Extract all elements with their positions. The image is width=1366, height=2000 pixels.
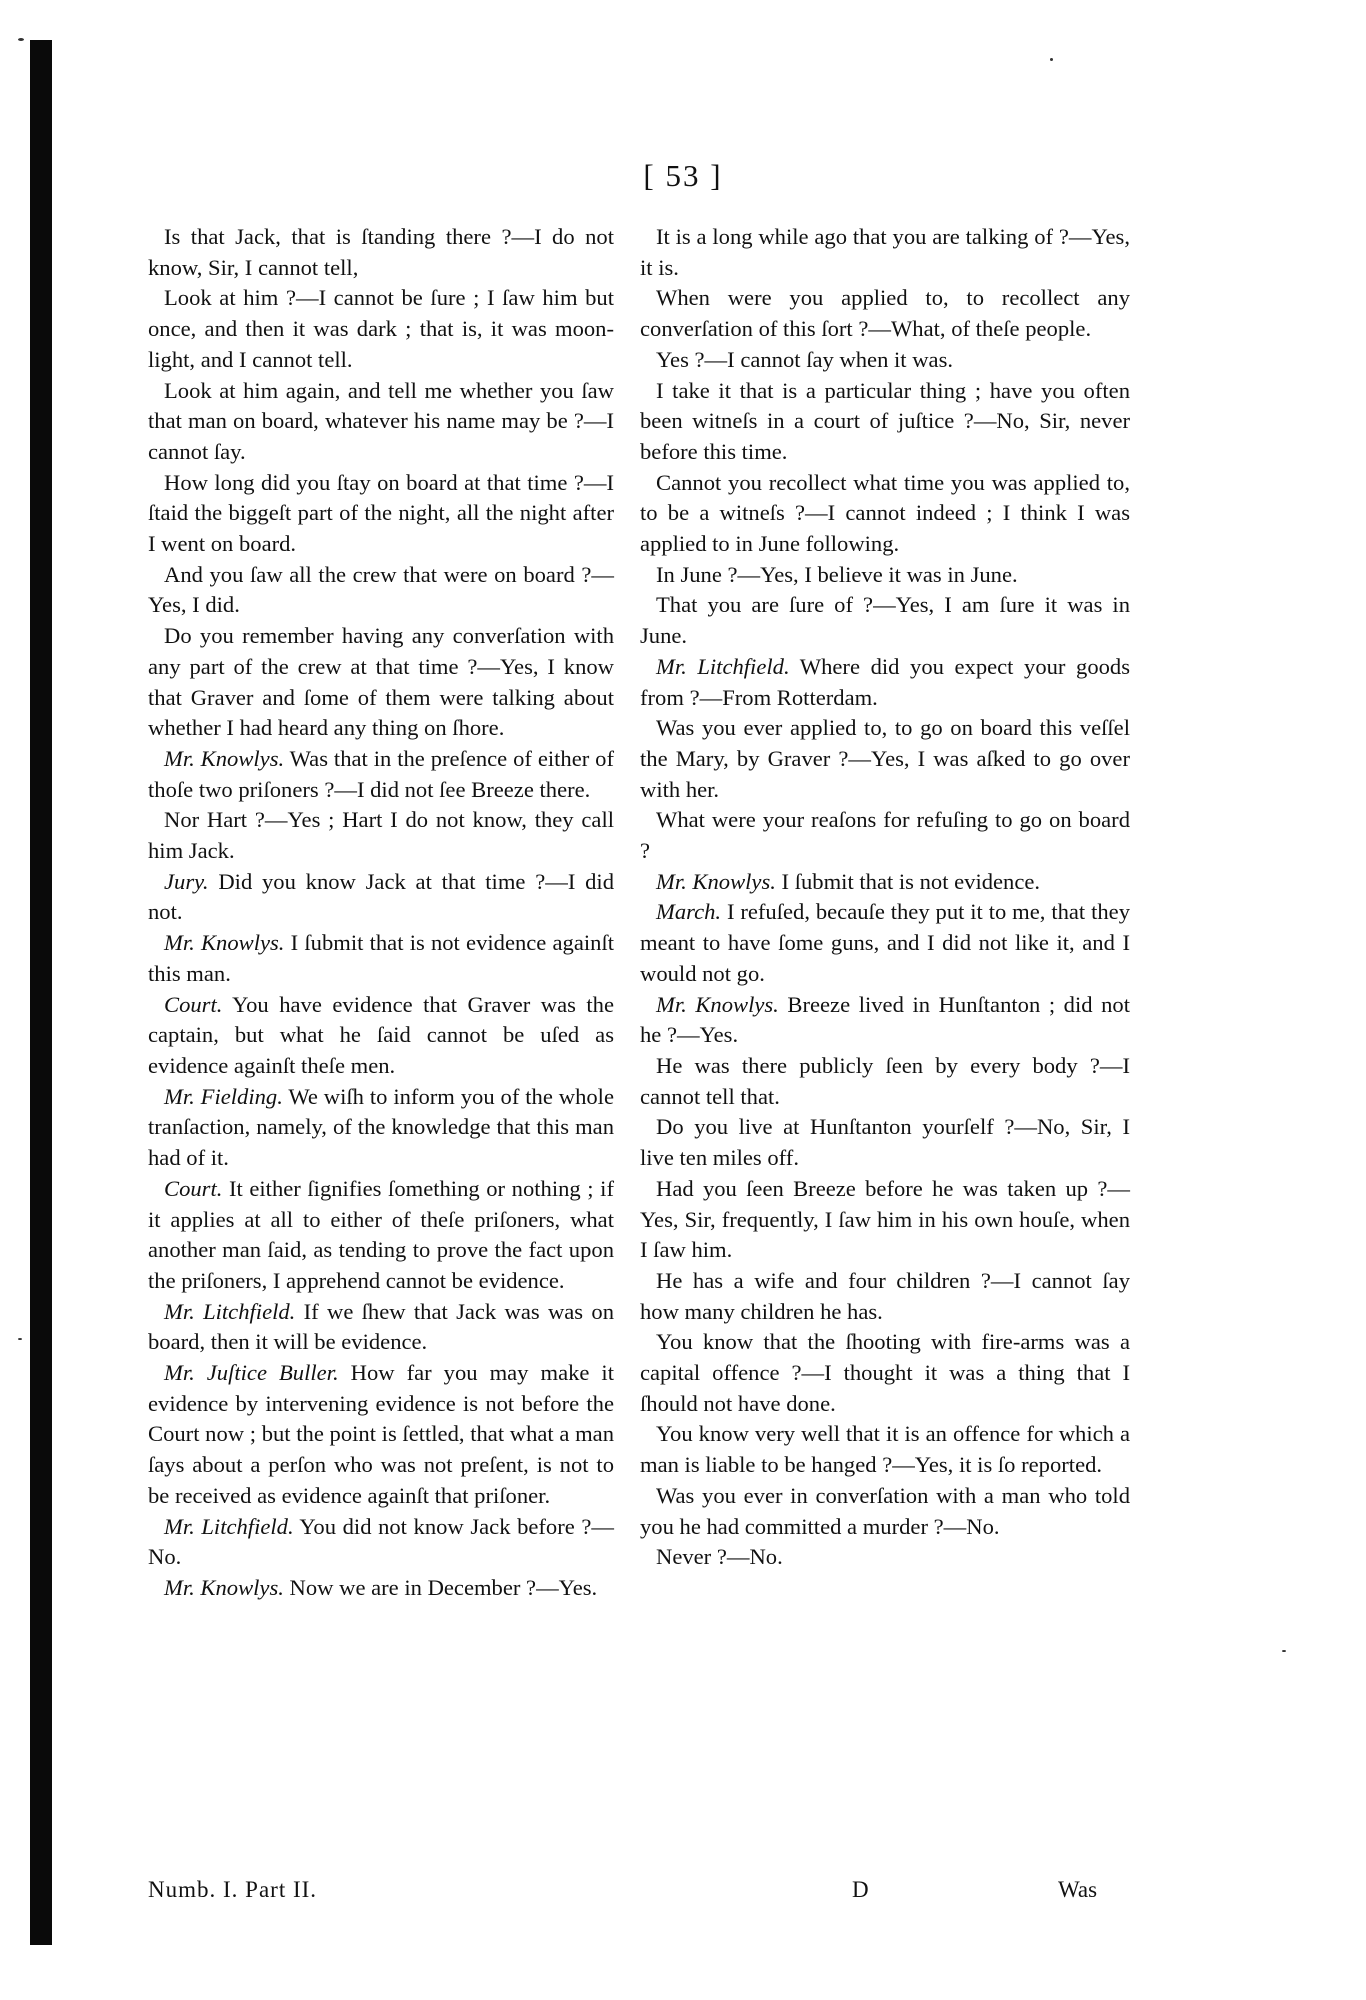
paragraph xyxy=(148,1082,614,1174)
paragraph-text: Where did you expect your goods from ?—From Rotterdam. xyxy=(640,653,1131,710)
speaker-name: Mr. Juſtice Buller. xyxy=(164,1360,339,1386)
speaker-name: Mr. Knowlys. xyxy=(656,868,776,894)
speaker-name: Mr. Knowlys. xyxy=(164,1574,284,1600)
paragraph-text: Never ?—No. xyxy=(656,1544,783,1570)
paragraph-text: He has a wife and four children ?—I cannot ſay how many children he has. xyxy=(640,1267,1130,1324)
paragraph xyxy=(148,222,614,283)
paragraph xyxy=(148,468,614,560)
paragraph-text: Cannot you recollect what time you was applied to, to be a witneſs ?—I cannot indeed ; I think I was applied to in June following. xyxy=(640,469,1130,557)
speaker-name: March. xyxy=(656,899,722,925)
paragraph xyxy=(640,1112,1130,1173)
paragraph xyxy=(148,744,614,805)
paragraph-text: We wiſh to inform you of the whole tranſaction, namely, of the knowledge that this man had of it. xyxy=(148,1083,614,1171)
paragraph xyxy=(148,805,614,866)
paragraph-text: I take it that is a particular thing ; have you often been witneſs in a court of juſtice ?—No, Sir, never before this time. xyxy=(640,377,1130,464)
speaker-name: Court. xyxy=(164,1175,223,1201)
paragraph xyxy=(640,376,1130,468)
paragraph xyxy=(148,1358,614,1512)
paragraph xyxy=(640,468,1130,560)
paragraph-text: Had you ſeen Breeze before he was taken up ?—Yes, Sir, frequently, I ſaw him in his own houſe, when I ſaw him. xyxy=(640,1175,1130,1263)
paragraph-text: Now we are in December ?—Yes. xyxy=(289,1574,598,1600)
paragraph-text: That you are ſure of ?—Yes, I am ſure it was in June. xyxy=(640,592,1130,649)
paragraph xyxy=(640,867,1130,898)
scan-speck xyxy=(1050,58,1053,61)
signature-mark: D xyxy=(852,1877,869,1902)
paragraph-text: Do you remember having any converſation with any part of the crew at that time ?—Yes, I know that Graver and ſome of them were talking about whether I had heard any thing on ſhore. xyxy=(148,623,614,741)
paragraph xyxy=(148,928,614,989)
paragraph xyxy=(148,376,614,468)
paragraph-text: You did not know Jack before ?—No. xyxy=(148,1513,615,1570)
paragraph-text: I ſubmit that is not evidence. xyxy=(781,868,1041,894)
paragraph xyxy=(148,1174,614,1297)
paragraph-text: He was there publicly ſeen by every body ?—I cannot tell that. xyxy=(640,1052,1130,1109)
paragraph-text: You have evidence that Graver was the captain, but what he ſaid cannot be uſed as evidence againſt theſe men. xyxy=(148,991,614,1078)
paragraph xyxy=(148,867,614,928)
paragraph-text: I refuſed, becauſe they put it to me, that they meant to have ſome guns, and I did not like it, and I would not go. xyxy=(640,899,1130,986)
paragraph xyxy=(640,1481,1130,1542)
paragraph-text: It is a long while ago that you are talking of ?—Yes, it is. xyxy=(640,224,1130,280)
paragraph xyxy=(640,283,1130,344)
paragraph xyxy=(640,1266,1130,1327)
paragraph xyxy=(640,1327,1130,1419)
paragraph-text: Do you live at Hunſtanton yourſelf ?—No, Sir, I live ten miles off. xyxy=(640,1114,1130,1171)
speaker-name: Mr. Litchfield. xyxy=(164,1513,294,1539)
paragraph-text: How long did you ſtay on board at that time ?—I ſtaid the biggeſt part of the night, all the night after I went on board. xyxy=(148,469,614,557)
paragraph-text: Nor Hart ?—Yes ; Hart I do not know, they call him Jack. xyxy=(148,807,614,864)
right-column xyxy=(640,222,1130,1573)
paragraph-text: It either ſignifies ſomething or nothing ; if it applies at all to either of theſe priſoners, what another man ſaid, as tending to prove the fact upon the priſoners, I apprehend cannot be evidence. xyxy=(148,1175,614,1293)
catchword: Was xyxy=(1058,1877,1098,1902)
paragraph-text: And you ſaw all the crew that were on board ?—Yes, I did. xyxy=(148,561,614,618)
paragraph-text: Was you ever applied to, to go on board this veſſel the Mary, by Graver ?—Yes, I was aſked to go over with her. xyxy=(640,715,1130,802)
paragraph-text: You know that the ſhooting with fire-arms was a capital offence ?—I thought it was a thing that I ſhould not have done. xyxy=(640,1329,1130,1416)
paragraph xyxy=(640,345,1130,376)
paragraph xyxy=(148,621,614,744)
scan-speck xyxy=(18,1338,22,1340)
paragraph-text: I ſubmit that is not evidence againſt this man. xyxy=(148,930,615,986)
paragraph-text: Breeze lived in Hunſtanton ; did not he ?—Yes. xyxy=(640,991,1131,1048)
paragraph xyxy=(640,713,1130,805)
paragraph xyxy=(148,990,614,1082)
paragraph xyxy=(148,1573,614,1604)
paragraph-text: Look at him again, and tell me whether you ſaw that man on board, whatever his name may be ?—I cannot ſay. xyxy=(148,377,614,464)
speaker-name: Mr. Litchfield. xyxy=(164,1298,296,1324)
paragraph-text: If we ſhew that Jack was was on board, then it will be evidence. xyxy=(148,1298,615,1355)
paragraph-text: You know very well that it is an offence for which a man is liable to be hanged ?—Yes, it is ſo reported. xyxy=(640,1421,1130,1478)
scan-speck xyxy=(1282,1650,1286,1652)
paragraph-text: Was you ever in converſation with a man who told you he had committed a murder ?—No. xyxy=(640,1482,1130,1539)
paragraph-text: Is that Jack, that is ſtanding there ?—I do not know, Sir, I cannot tell, xyxy=(148,224,614,280)
paragraph-text: How far you may make it evidence by intervening evidence is not before the Court now ; but the point is ſettled, that what a man ſays about a perſon who was not preſent, is not to be received as evidence againſt that priſoner. xyxy=(148,1360,614,1508)
paragraph xyxy=(640,1542,1130,1573)
signature-line: Numb. I. Part II. xyxy=(148,1877,318,1902)
paragraph xyxy=(640,590,1130,651)
paragraph xyxy=(640,1051,1130,1112)
paragraph xyxy=(640,1419,1130,1480)
speaker-name: Mr. Knowlys. xyxy=(164,745,285,771)
left-column xyxy=(148,222,614,1604)
paragraph-text: What were your reaſons for refuſing to go on board ? xyxy=(640,807,1130,864)
paragraph xyxy=(640,805,1130,866)
paragraph xyxy=(640,560,1130,591)
paragraph-text: In June ?—Yes, I believe it was in June. xyxy=(656,561,1018,587)
paragraph xyxy=(640,897,1130,989)
paragraph-text: When were you applied to, to recollect any converſation of this ſort ?—What, of theſe people. xyxy=(640,285,1130,342)
paragraph xyxy=(148,1297,614,1358)
paragraph xyxy=(148,1512,614,1573)
paragraph xyxy=(640,222,1130,283)
paragraph xyxy=(148,283,614,375)
scan-speck xyxy=(18,38,24,41)
speaker-name: Mr. Fielding. xyxy=(164,1083,283,1109)
paragraph-text: Did you know Jack at that time ?—I did not. xyxy=(148,868,614,925)
paragraph xyxy=(640,1174,1130,1266)
speaker-name: Mr. Litchfield. xyxy=(656,653,790,679)
paragraph xyxy=(640,990,1130,1051)
scan-margin-bar xyxy=(30,40,52,1945)
paragraph xyxy=(640,652,1130,713)
speaker-name: Court. xyxy=(164,991,223,1017)
paragraph xyxy=(148,560,614,621)
speaker-name: Jury. xyxy=(164,868,209,894)
speaker-name: Mr. Knowlys. xyxy=(164,930,285,956)
paragraph-text: Yes ?—I cannot ſay when it was. xyxy=(656,346,954,372)
page-number: [ 53 ] xyxy=(643,158,723,193)
speaker-name: Mr. Knowlys. xyxy=(656,991,779,1017)
paragraph-text: Was that in the preſence of either of thoſe two priſoners ?—I did not ſee Breeze there. xyxy=(148,745,615,802)
paragraph-text: Look at him ?—I cannot be ſure ; I ſaw him but once, and then it was dark ; that is, it was moon-light, and I cannot tell. xyxy=(148,285,614,372)
